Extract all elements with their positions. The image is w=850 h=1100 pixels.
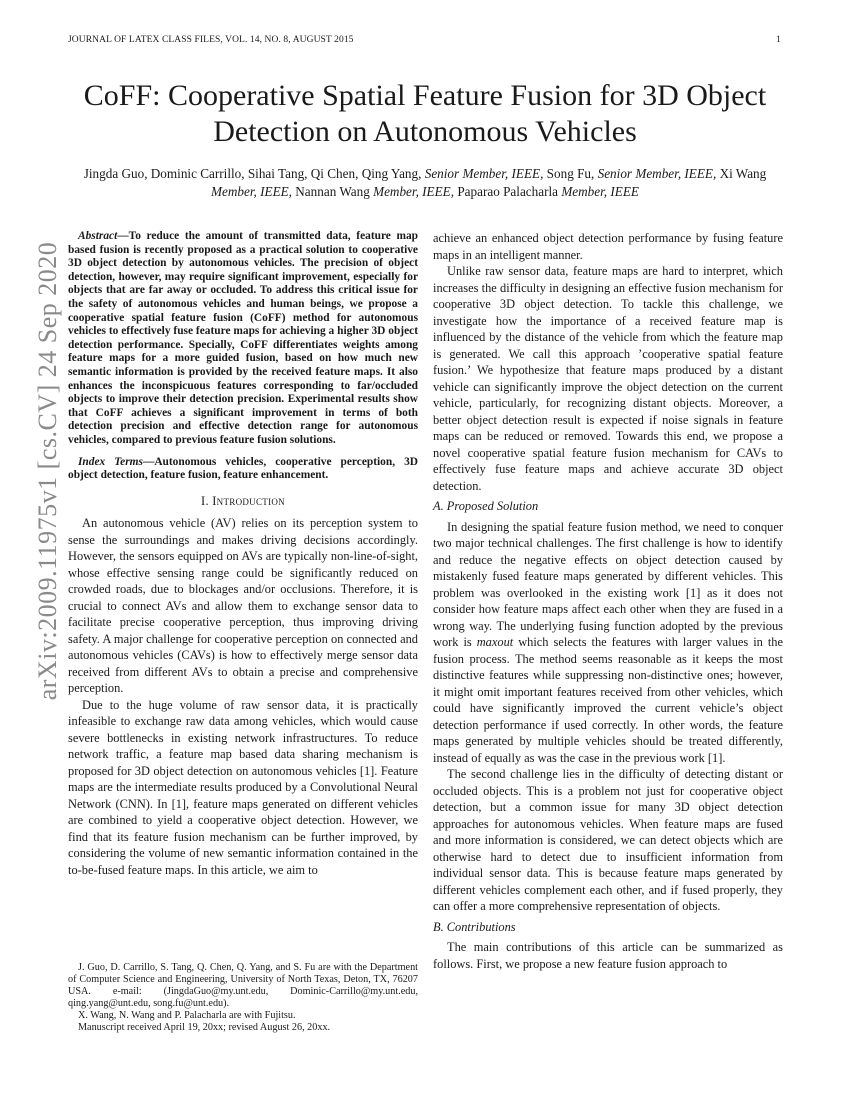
authors-text: Nannan Wang — [291, 184, 374, 199]
author-role: Senior Member, IEEE, — [424, 166, 544, 181]
subsection-heading: B. Contributions — [433, 919, 516, 934]
abstract — [68, 230, 418, 448]
body-paragraph: The main contributions of this article can be summarized as follows. First, we propose a new feature fusion approach to — [433, 940, 783, 971]
author-role: Member, IEEE — [561, 184, 639, 199]
footnotes — [68, 962, 418, 1034]
body-paragraph: Due to the huge volume of raw sensor data, it is practically infeasible to exchange raw data among vehicles, which would cause severe bottlenecks in existing network infrastructures. To reduce network traffic, a feature map based data sharing mechanism is proposed for 3D object detection on autonomous vehicles [1]. Feature maps are the intermediate results produced by a Convolutional Neural Network (CNN). In [1], feature maps generated on different vehicles are combined to yield a cooperative object detection. However, we find that its feature fusion mechanism can be further improved, by considering the volume of new semantic information contained in the to-be-fused feature maps. In this article, we aim to — [68, 697, 418, 877]
abstract-label: Abstract — [78, 230, 118, 242]
footnote: J. Guo, D. Carrillo, S. Tang, Q. Chen, Q. Yang, and S. Fu are with the Department of Computer Science and Engineering, University of North Texas, Deton, TX, 76207 USA. e-mail: (JingdaGuo@my.unt.edu, Dominic-Carrillo@my.unt.edu, qing.yang@unt.edu, song.fu@unt.edu). — [68, 962, 418, 1009]
author-role: Member, IEEE, — [373, 184, 455, 199]
paragraph-text: which selects the features with larger values in the fusion process. The method seems reasonable as it keeps the most distinctive features while suppressing non-distinctive ones; however, it might omit important features received from other vehicles, which could have significantly improved the current vehicle’s object detection performance if used correctly. In other words, the feature maps generated by multiple vehicles should be treated differently, instead of equally as was the case in the previous work [1]. — [433, 635, 783, 765]
footnote: Manuscript received April 19, 20xx; revised August 26, 20xx. — [78, 1022, 331, 1033]
body-paragraph: Unlike raw sensor data, feature maps are hard to interpret, which increases the difficulty in designing an effective fusion mechanism for cooperative 3D object detection. To tackle this challenge, we investigate how the importance of a received feature map is influenced by the distance of the vehicle from which the feature map is generated. We call this approach ’cooperative spatial feature fusion.’ We hypothesize that feature maps produced by a distant vehicle can significantly improve the object detection on the current vehicle, particularly, for recognizing distant objects. Moreover, a better object detection result is expected if noise signals in feature maps can be reduced or removed. Towards this end, we propose a novel cooperative spatial feature fusion mechanism for CAVs to effectively fuse feature maps and achieve accurate 3D object detection. — [433, 264, 783, 493]
abstract-text: —To reduce the amount of transmitted data, feature map based fusion is recently proposed as a practical solution to cooperative 3D object detection by autonomous vehicles. The precision of object detection, however, may require significant improvement, especially for objects that are far away or occluded. To address this critical issue for the safety of autonomous vehicles and human beings, we propose a cooperative spatial feature fusion (CoFF) method for autonomous vehicles to effectively fuse feature maps for achieving a higher 3D object detection performance. Specially, CoFF differentiates weights among feature maps for a more guided fusion, based on how much new semantic information is provided by the received feature maps. It also enhances the inconspicuous features corresponding to far/occluded objects to improve their detection precision. Experimental results show that CoFF achieves a significant improvement in terms of both detection precision and effective detection range for autonomous vehicles, compared to previous feature fusion solutions. — [68, 230, 418, 446]
index-terms-text: —Autonomous vehicles, cooperative perception, 3D object detection, feature fusion, feature enhancement. — [68, 455, 418, 482]
authors-text: Jingda Guo, Dominic Carrillo, Sihai Tang, Qi Chen, Qing Yang, — [83, 166, 425, 181]
authors-text: Song Fu, — [543, 166, 598, 181]
paper-title: CoFF: Cooperative Spatial Feature Fusion for 3D Object Detection on Autonomous Vehicles — [83, 79, 767, 148]
index-terms-label: Index Terms — [78, 455, 143, 468]
authors-text: Xi Wang — [716, 166, 767, 181]
section-number: I. — [201, 493, 213, 508]
arxiv-sidebar-identifier: arXiv:2009.11975v1 [cs.CV] 24 Sep 2020 — [33, 241, 62, 701]
body-paragraph — [433, 519, 783, 767]
running-head: JOURNAL OF LATEX CLASS FILES, VOL. 14, NO. 8, AUGUST 2015 — [68, 35, 354, 45]
body-paragraph: achieve an enhanced object detection performance by fusing feature maps in an intelligent manner. — [433, 231, 783, 262]
section-title: Introduction — [212, 493, 285, 508]
page-number: 1 — [776, 35, 781, 45]
author-role: Senior Member, IEEE, — [597, 166, 717, 181]
index-terms — [68, 456, 418, 483]
footnote: X. Wang, N. Wang and P. Palacharla are with Fujitsu. — [78, 1010, 296, 1021]
body-paragraph: The second challenge lies in the difficulty of detecting distant or occluded objects. This is a problem not just for cooperative object detection, but a common issue for many 3D object detection approaches for autonomous vehicles. When feature maps are fused and more information is considered, we can detect objects which are otherwise hard to detect due to insufficient information from individual sensor data. This is because feature maps generated by different vehicles complement each other, and if fused properly, they can offer a more comprehensive representation of objects. — [433, 767, 783, 913]
emphasis-text: maxout — [476, 635, 514, 649]
authors-text: Paparao Palacharla — [454, 184, 562, 199]
author-role: Member, IEEE, — [211, 184, 292, 199]
left-column — [68, 230, 418, 878]
section-heading — [68, 493, 418, 510]
right-column — [433, 230, 783, 972]
paragraph-text: In designing the spatial feature fusion method, we need to conquer two major technical challenges. The first challenge is how to identify and reduce the negative effects on object detection caused by mistakenly fused feature maps generated by different vehicles. This problem was overlooked in the existing work [1] as it does not consider how feature maps affect each other when they are fused in a wrong way. The underlying fusing function adopted by the previous work is — [433, 519, 783, 649]
body-paragraph: An autonomous vehicle (AV) relies on its perception system to sense the surroundings and makes driving decisions accordingly. However, the sensors equipped on AVs are typically non-line-of-sight, whose effective sensing range could be significantly reduced on crowded roads, due to blockages and/or occlusions. Therefore, it is crucial to connect AVs and allow them to exchange sensor data to facilitate precise cooperative perception, thus improving driving safety. A major challenge for cooperative perception on connected and autonomous vehicles (CAVs) is how to effectively merge sensor data received from different AVs to obtain a precise and comprehensive perception. — [68, 516, 418, 696]
author-list — [80, 165, 770, 201]
subsection-heading: A. Proposed Solution — [433, 499, 539, 513]
